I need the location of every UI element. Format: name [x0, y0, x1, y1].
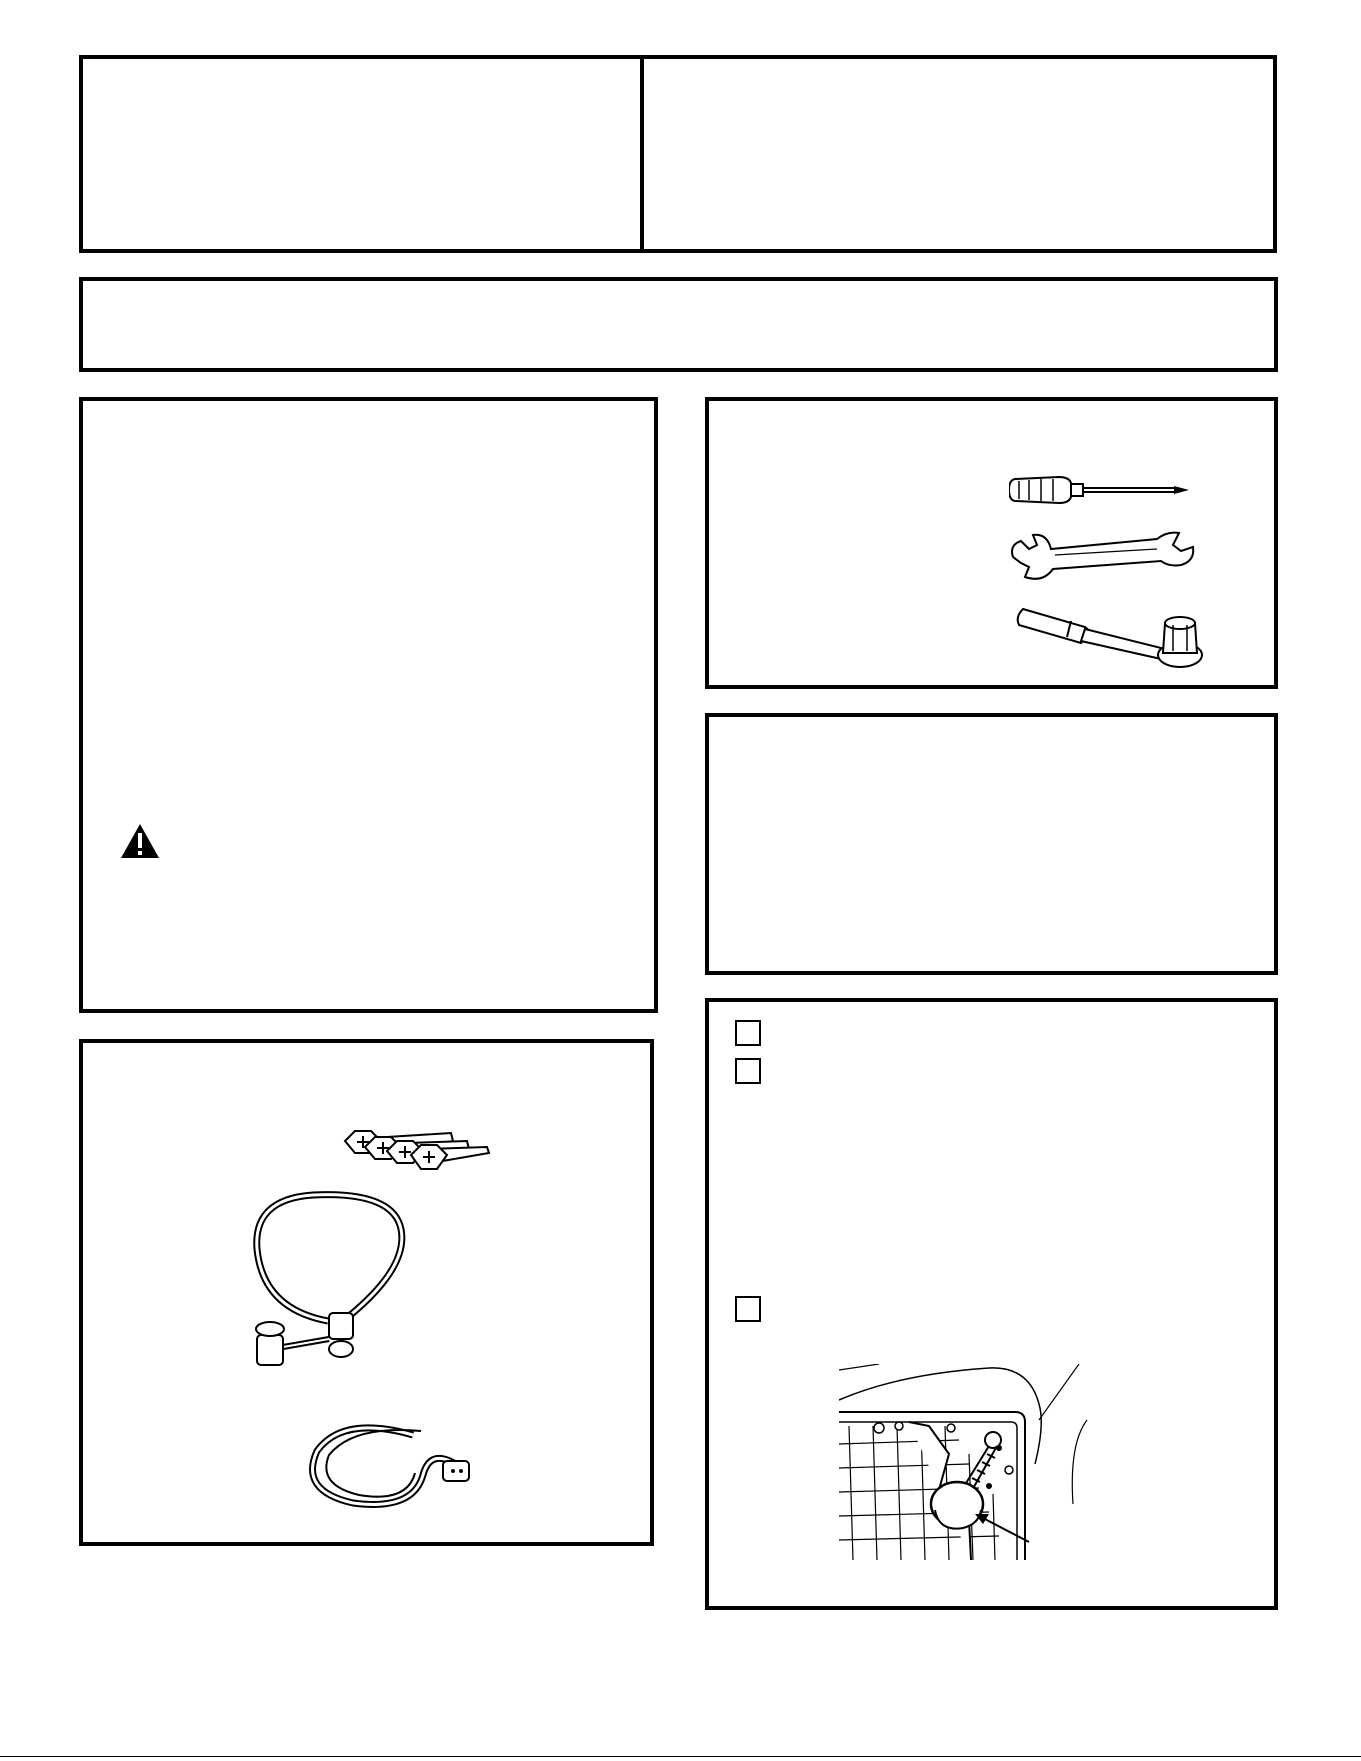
drain-tube-illustration	[303, 1395, 473, 1515]
wood-screws-illustration	[341, 1123, 491, 1171]
checklist-checkbox-3[interactable]	[735, 1296, 761, 1322]
header-box	[79, 55, 1277, 253]
notes-box	[705, 713, 1278, 975]
parts-box	[79, 1039, 654, 1546]
banner-box	[79, 277, 1278, 372]
leveling-leg-detail-illustration	[839, 1364, 1089, 1564]
socket-wrench-illustration	[1015, 603, 1225, 671]
checklist-checkbox-1[interactable]	[735, 1020, 761, 1046]
header-divider	[640, 59, 644, 249]
checklist-checkbox-2[interactable]	[735, 1058, 761, 1084]
open-end-wrench-illustration	[1007, 527, 1197, 583]
water-supply-hose-illustration	[243, 1189, 433, 1369]
tools-box	[705, 397, 1278, 689]
footer-rule	[0, 1756, 1361, 1757]
phillips-screwdriver-illustration	[1009, 473, 1194, 507]
instructions-box	[79, 397, 658, 1013]
checklist-box	[705, 998, 1278, 1610]
warning-triangle-icon	[120, 823, 160, 859]
